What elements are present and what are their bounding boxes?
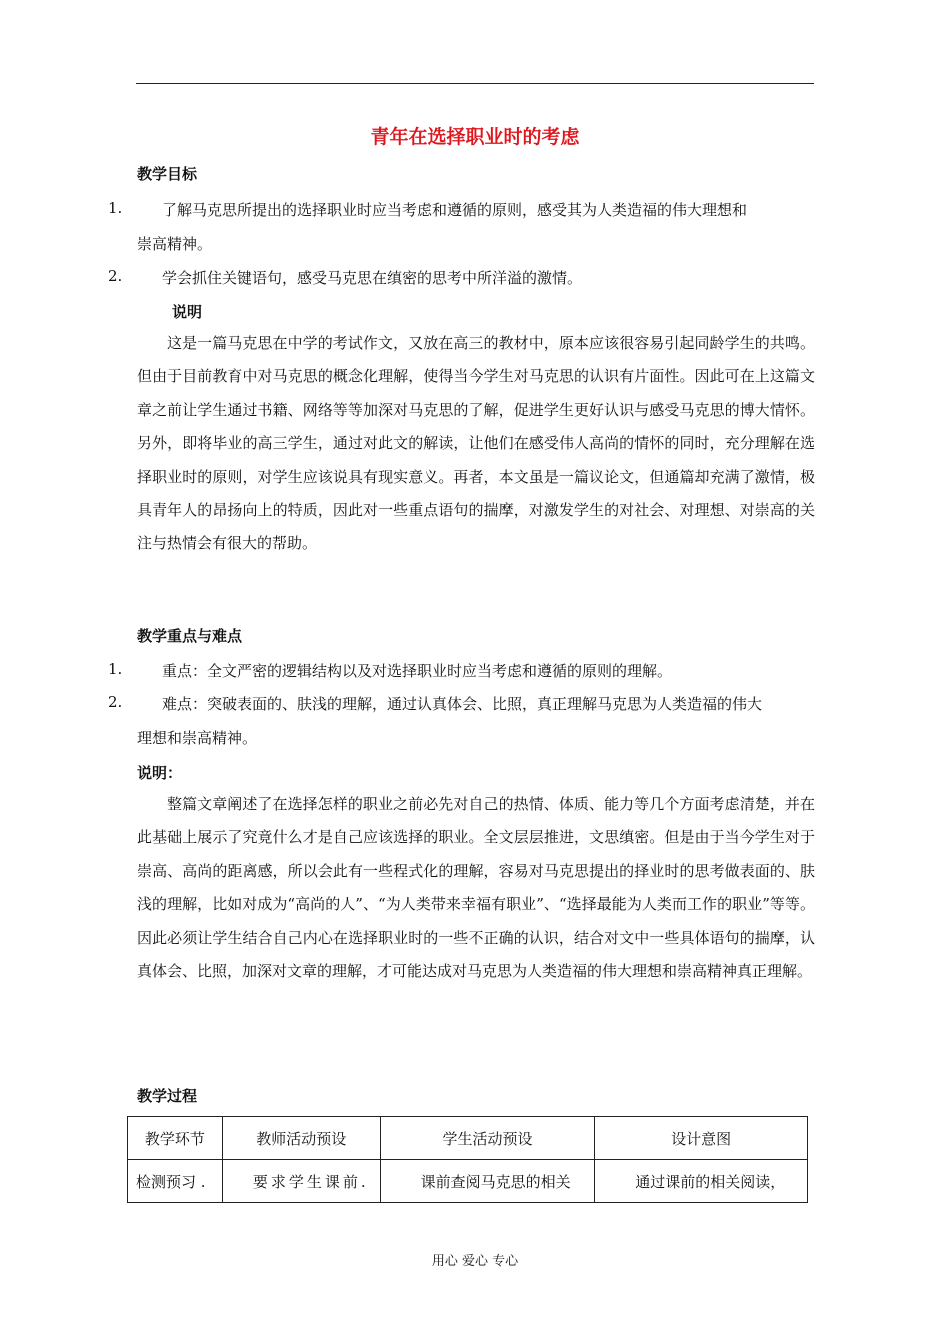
table-cell: 通过课前的相关阅读， xyxy=(595,1160,808,1203)
table-row xyxy=(128,1160,808,1203)
table-header-cell: 设计意图 xyxy=(595,1117,808,1160)
list-number: 1. xyxy=(108,199,123,217)
objective-1-line-2: 崇高精神。 xyxy=(137,235,213,253)
table-header-row xyxy=(128,1117,808,1160)
keypoints-note-paragraph xyxy=(137,788,815,988)
process-table xyxy=(127,1116,808,1203)
list-number: 2. xyxy=(108,693,123,711)
keypoint-1-line-1: 重点：全文严密的逻辑结构以及对选择职业时应当考虑和遵循的原则的理解。 xyxy=(162,662,673,680)
objectives-note-paragraph xyxy=(137,327,815,561)
header-rule xyxy=(136,83,814,84)
paragraph-text: 整篇文章阐述了在选择怎样的职业之前必先对自己的热情、体质、能力等几个方面考虑清楚，并在此基础上展示了究竟什么才是自己应该选择的职业。全文层层推进，文思缜密。但是由于当今学生对于崇高、高尚的距离感，所以会此有一些程式化的理解，容易对马克思提出的择业时的思考做表面的、肤浅的理解，比如对成为“高尚的人”、“为人类带来幸福有职业”、“选择最能为人类而工作的职业”等等。因此必须让学生结合自己内心在选择职业时的一些不正确的认识，结合对文中一些具体语句的揣摩，认真体会、比照，加深对文章的理解，才可能达成对马克思为人类造福的伟大理想和崇高精神真正理解。 xyxy=(137,795,815,981)
keypoint-2-line-1: 难点：突破表面的、肤浅的理解，通过认真体会、比照，真正理解马克思为人类造福的伟大 xyxy=(162,695,763,713)
table-header-cell: 教师活动预设 xyxy=(222,1117,380,1160)
table-header-cell: 教学环节 xyxy=(128,1117,223,1160)
section-heading-keypoints: 教学重点与难点 xyxy=(137,627,243,645)
objective-2-line-1: 学会抓住关键语句，感受马克思在缜密的思考中所洋溢的激情。 xyxy=(162,269,583,287)
objective-1-line-1: 了解马克思所提出的选择职业时应当考虑和遵循的原则，感受其为人类造福的伟大理想和 xyxy=(162,201,748,219)
page-footer: 用心 爱心 专心 xyxy=(431,1254,519,1269)
table-cell: 检测预习 . xyxy=(128,1160,223,1203)
document-title: 青年在选择职业时的考虑 xyxy=(370,126,580,148)
keypoint-2-line-2: 理想和崇高精神。 xyxy=(137,729,258,747)
paragraph-text: 这是一篇马克思在中学的考试作文，又放在高三的教材中，原本应该很容易引起同龄学生的共鸣。但由于目前教育中对马克思的概念化理解，使得当今学生对马克思的认识有片面性。因此可在上这篇文章之前让学生通过书籍、网络等等加深对马克思的了解，促进学生更好认识与感受马克思的博大情怀。另外，即将毕业的高三学生，通过对此文的解读，让他们在感受伟人高尚的情怀的同时，充分理解在选择职业时的原则，对学生应该说具有现实意义。再者，本文虽是一篇议论文，但通篇却充满了激情，极具青年人的昂扬向上的特质，因此对一些重点语句的揣摩，对激发学生的对社会、对理想、对崇高的关注与热情会有很大的帮助。 xyxy=(137,334,815,553)
note-label: 说明 xyxy=(172,303,203,321)
note-label: 说明： xyxy=(137,764,183,782)
section-heading-process: 教学过程 xyxy=(137,1087,198,1105)
table-header-cell: 学生活动预设 xyxy=(380,1117,595,1160)
list-number: 2. xyxy=(108,267,123,285)
section-heading-objectives: 教学目标 xyxy=(137,165,198,183)
table-cell: 要求学生课前. xyxy=(222,1160,380,1203)
list-number: 1. xyxy=(108,660,123,678)
table-cell: 课前查阅马克思的相关 xyxy=(380,1160,595,1203)
